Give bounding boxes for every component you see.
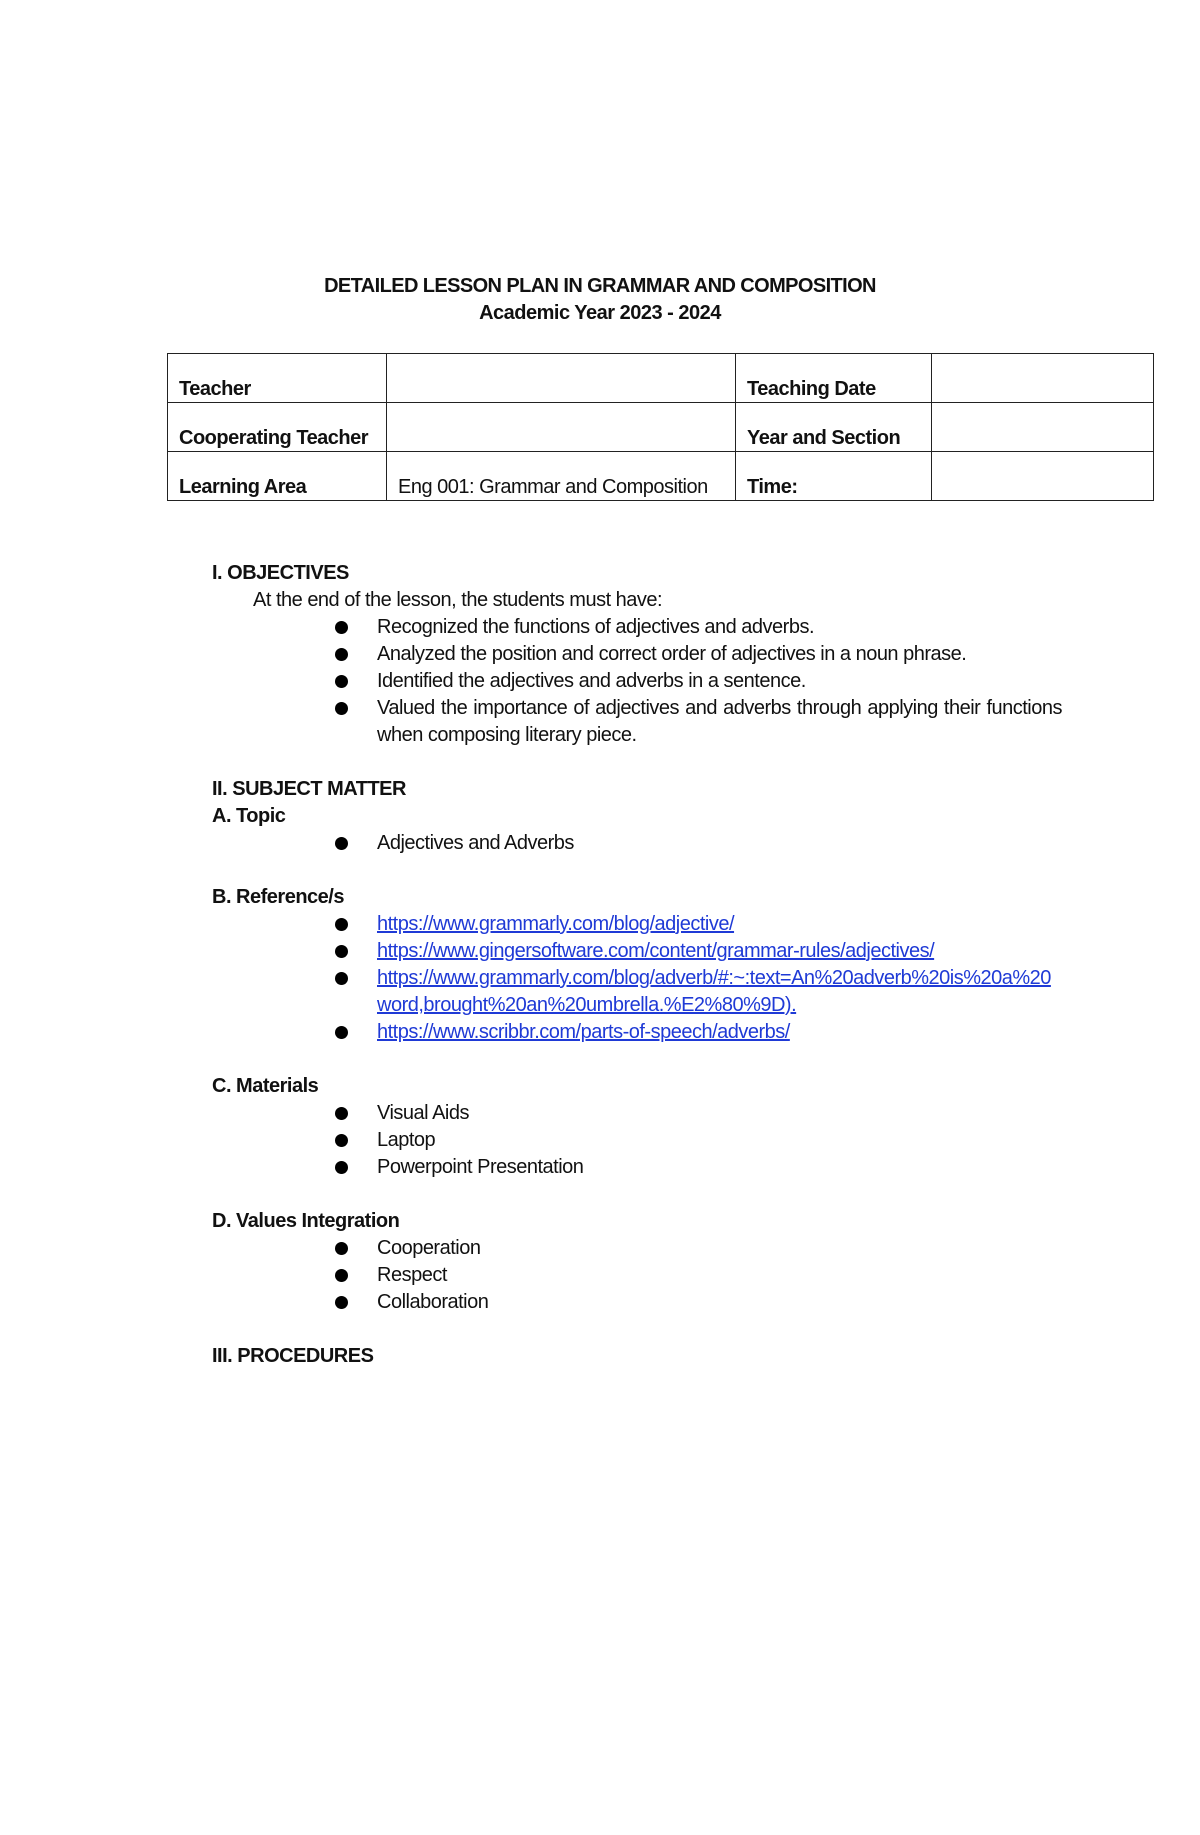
material-item: Visual Aids: [377, 1100, 1062, 1127]
material-item: Laptop: [377, 1127, 1062, 1154]
table-row: [168, 403, 1154, 452]
materials-heading: C. Materials: [212, 1075, 319, 1097]
reference-item: [377, 965, 1062, 1019]
learning-area-value-cell: [387, 452, 736, 501]
references-list: [212, 911, 1062, 1046]
year-section-value-cell: [932, 403, 1154, 452]
reference-link[interactable]: https://www.grammarly.com/blog/adjective/: [377, 913, 735, 935]
value-item: Respect: [377, 1262, 1062, 1289]
objectives-list: [212, 614, 1062, 749]
reference-item: [377, 938, 1062, 965]
procedures-heading: III. PROCEDURES: [212, 1345, 374, 1367]
year-section-label-cell: [736, 403, 932, 452]
teacher-value-cell: [387, 354, 736, 403]
reference-link[interactable]: https://www.grammarly.com/blog/adverb/#:~:text=An%20adverb%20is%20a%20word,brought%20an%20umbrella.%E2%80%9D).: [377, 967, 1051, 1016]
document-subtitle: Academic Year 2023 - 2024: [479, 302, 721, 324]
document-title: DETAILED LESSON PLAN IN GRAMMAR AND COMPOSITION: [324, 275, 876, 297]
lesson-content: [212, 560, 1062, 1370]
objective-item: Valued the importance of adjectives and adverbs through applying their functions when composing literary piece.: [377, 695, 1062, 749]
teaching-date-label-cell: [736, 354, 932, 403]
learning-area-label: Learning Area: [179, 476, 307, 498]
teacher-label: Teacher: [179, 378, 251, 400]
lesson-info-table: [167, 353, 1154, 501]
learning-area-value: Eng 001: Grammar and Composition: [398, 476, 708, 498]
topic-heading: A. Topic: [212, 805, 286, 827]
year-section-label: Year and Section: [747, 427, 901, 449]
table-row: [168, 354, 1154, 403]
subject-matter-heading: II. SUBJECT MATTER: [212, 778, 406, 800]
reference-item: [377, 911, 1062, 938]
table-row: [168, 452, 1154, 501]
cooperating-teacher-label-cell: [168, 403, 387, 452]
time-label-cell: [736, 452, 932, 501]
reference-link[interactable]: https://www.gingersoftware.com/content/grammar-rules/adjectives/: [377, 940, 935, 962]
values-list: [212, 1235, 1062, 1316]
objectives-intro: At the end of the lesson, the students must have:: [253, 589, 663, 611]
references-heading: B. Reference/s: [212, 886, 344, 908]
time-value: [943, 499, 1143, 500]
objective-item: Recognized the functions of adjectives and adverbs.: [377, 614, 1062, 641]
values-heading: D. Values Integration: [212, 1210, 400, 1232]
value-item: Cooperation: [377, 1235, 1062, 1262]
teacher-label-cell: [168, 354, 387, 403]
objectives-heading: I. OBJECTIVES: [212, 562, 349, 584]
material-item: Powerpoint Presentation: [377, 1154, 1062, 1181]
reference-link[interactable]: https://www.scribbr.com/parts-of-speech/adverbs/: [377, 1021, 790, 1043]
reference-item: [377, 1019, 1062, 1046]
time-value-cell: [932, 452, 1154, 501]
topic-list: [212, 830, 1062, 857]
cooperating-teacher-label: Cooperating Teacher: [179, 427, 369, 449]
teaching-date-value-cell: [932, 354, 1154, 403]
materials-list: [212, 1100, 1062, 1181]
time-label: Time:: [747, 476, 798, 498]
teaching-date-label: Teaching Date: [747, 378, 876, 400]
objective-item: Analyzed the position and correct order of adjectives in a noun phrase.: [377, 641, 1062, 668]
cooperating-teacher-value-cell: [387, 403, 736, 452]
value-item: Collaboration: [377, 1289, 1062, 1316]
topic-item: Adjectives and Adverbs: [377, 830, 1062, 857]
objective-item: Identified the adjectives and adverbs in a sentence.: [377, 668, 1062, 695]
learning-area-label-cell: [168, 452, 387, 501]
